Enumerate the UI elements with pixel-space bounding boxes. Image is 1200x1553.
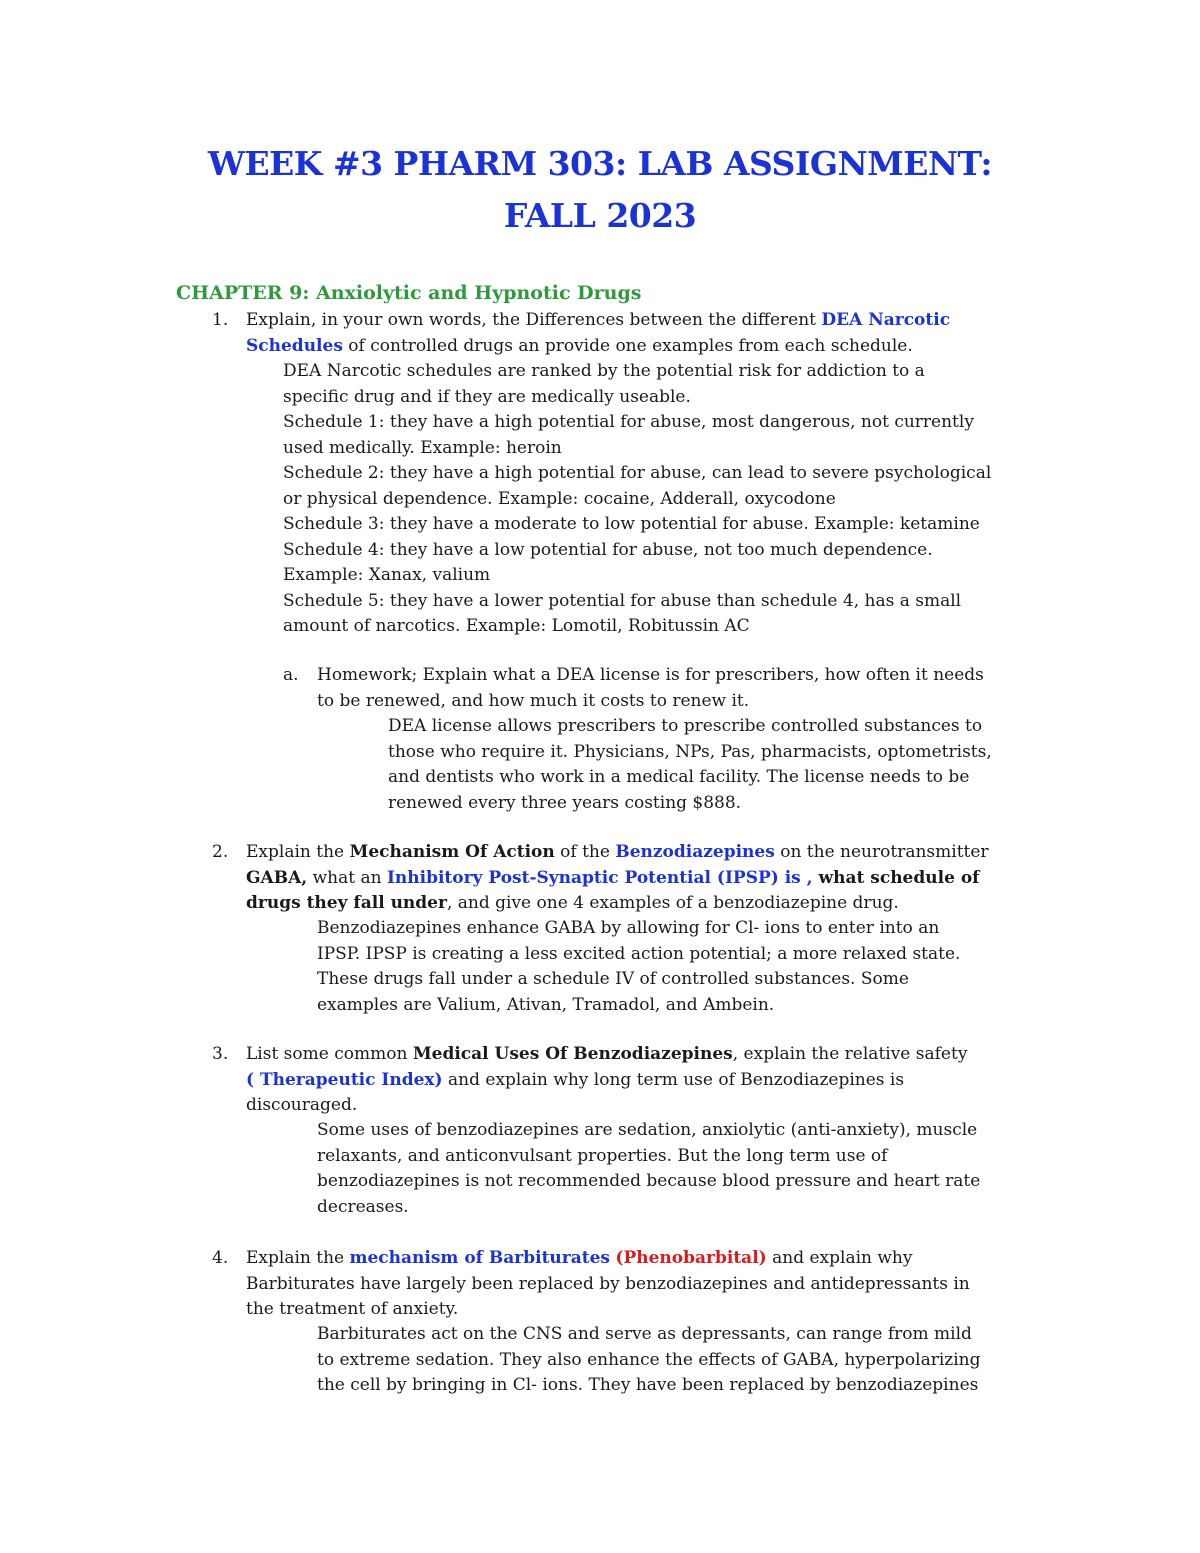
q4-answer-line: to extreme sedation. They also enhance the effects of GABA, hyperpolarizing [317, 1349, 981, 1370]
q1-answer-line: Schedule 5: they have a lower potential for abuse than schedule 4, has a small [283, 590, 962, 611]
q3-question-line-2 [246, 1068, 967, 1094]
q3-text-3: and explain why long term use of Benzodiazepines is [442, 1069, 905, 1090]
q4-answer [317, 1322, 981, 1399]
q4-question-line-3: the treatment of anxiety. [246, 1299, 459, 1319]
q2-bold-2: GABA, [246, 867, 308, 888]
q4-answer-line: Barbiturates act on the CNS and serve as depressants, can range from mild [317, 1324, 972, 1344]
q2-answer [317, 916, 960, 1018]
q1-answer-line: Schedule 4: they have a low potential for abuse, not too much dependence. [283, 539, 933, 560]
q3-highlight: ( Therapeutic Index) [246, 1069, 443, 1090]
q2-answer-line: Benzodiazepines enhance GABA by allowing for Cl- ions to enter into an [317, 918, 940, 938]
q4-question-line-2: Barbiturates have largely been replaced by benzodiazepines and antidepressants in [246, 1273, 970, 1294]
q3-question [246, 1042, 967, 1119]
q1a-answer [388, 714, 992, 816]
q1-text: Explain, in your own words, the Differences between the different [246, 310, 822, 330]
q1a-answer-line: those who require it. Physicians, NPs, Pas, pharmacists, optometrists, [388, 741, 992, 762]
q3-answer-line: Some uses of benzodiazepines are sedation, anxiolytic (anti-anxiety), muscle [317, 1120, 978, 1140]
q1-answer-line: Schedule 3: they have a moderate to low potential for abuse. Example: ketamine [283, 514, 980, 534]
q4-answer-line: the cell by bringing in Cl- ions. They have been replaced by benzodiazepines [317, 1375, 979, 1395]
q3-answer-line: benzodiazepines is not recommended because blood pressure and heart rate [317, 1171, 981, 1191]
q2-highlight-2: Inhibitory Post-Synaptic Potential (IPSP) is , [386, 867, 813, 888]
q2-bold-3: what schedule of [812, 867, 980, 888]
q1a-question-line: Homework; Explain what a DEA license is for prescribers, how often it needs [317, 665, 984, 685]
q1a-letter: a. [283, 665, 299, 685]
q1-answer-line: Schedule 1: they have a high potential for abuse, most dangerous, not currently [283, 412, 974, 432]
q1-question-line-1 [246, 308, 950, 334]
q3-answer [317, 1118, 980, 1220]
q3-number: 3. [212, 1044, 229, 1064]
q4-question [246, 1246, 970, 1323]
q1-highlight: DEA Narcotic [821, 310, 951, 330]
q2-text-3: on the neurotransmitter [774, 842, 989, 862]
q1a-answer-line: renewed every three years costing $888. [388, 792, 742, 813]
q1-answer [283, 359, 991, 640]
q4-text-2: and explain why [766, 1248, 913, 1268]
title-line-1: WEEK #3 PHARM 303: LAB ASSIGNMENT: [207, 144, 993, 183]
q4-number: 4. [212, 1248, 229, 1268]
q3-answer-line: relaxants, and anticonvulsant properties. But the long term use of [317, 1145, 888, 1166]
q4-text: Explain the [246, 1248, 350, 1268]
q3-answer-line: decreases. [317, 1196, 409, 1217]
q2-text-4: what an [307, 867, 387, 888]
q4-red-highlight: (Phenobarbital) [615, 1248, 767, 1268]
q3-question-line-3: discouraged. [246, 1095, 358, 1115]
q1-answer-line: Example: Xanax, valium [283, 565, 491, 585]
q1-text-2: of controlled drugs an provide one examples from each schedule. [342, 335, 913, 356]
q2-answer-line: IPSP. IPSP is creating a less excited action potential; a more relaxed state. [317, 943, 961, 964]
chapter-heading: CHAPTER 9: Anxiolytic and Hypnotic Drugs [176, 282, 642, 304]
q1-number: 1. [212, 310, 229, 330]
q2-text: Explain the [246, 842, 350, 862]
q1a-question [317, 663, 984, 714]
q1-answer-line: or physical dependence. Example: cocaine, Adderall, oxycodone [283, 488, 836, 509]
q1-answer-line: DEA Narcotic schedules are ranked by the potential risk for addiction to a [283, 361, 925, 381]
q1-question [246, 308, 950, 359]
q2-bold: Mechanism Of Action [349, 842, 555, 862]
q2-text-5: , and give one 4 examples of a benzodiazepine drug. [446, 893, 899, 913]
q1-answer-line: amount of narcotics. Example: Lomotil, Robitussin AC [283, 616, 750, 636]
q3-text: List some common [246, 1044, 413, 1064]
q1-answer-line: used medically. Example: heroin [283, 437, 562, 458]
q2-question-line-1 [246, 840, 989, 866]
q1a-answer-line: and dentists who work in a medical facility. The license needs to be [388, 767, 970, 787]
q2-question [246, 840, 989, 917]
q3-bold: Medical Uses Of Benzodiazepines [412, 1044, 733, 1064]
q2-number: 2. [212, 842, 229, 862]
q1-answer-line: Schedule 2: they have a high potential for abuse, can lead to severe psychological [283, 463, 992, 483]
q3-text-2: , explain the relative safety [732, 1044, 968, 1064]
q1a-question-line: to be renewed, and how much it costs to renew it. [317, 690, 750, 711]
q4-highlight: mechanism of Barbiturates [349, 1248, 611, 1268]
q2-bold-4: drugs they fall under [246, 893, 447, 913]
q1-question-line-2 [246, 334, 950, 360]
document-title [0, 138, 1200, 242]
q1-highlight-2: Schedules [246, 335, 343, 356]
q2-answer-line: These drugs fall under a schedule IV of controlled substances. Some [317, 969, 909, 989]
q2-text-2: of the [554, 842, 616, 862]
q2-question-line-2 [246, 866, 989, 892]
q1a-answer-line: DEA license allows prescribers to prescribe controlled substances to [388, 716, 983, 736]
title-line-2: FALL 2023 [503, 196, 697, 235]
q4-question-line-1 [246, 1246, 970, 1272]
q2-highlight: Benzodiazepines [615, 842, 775, 862]
q1-answer-line: specific drug and if they are medically useable. [283, 386, 691, 407]
q3-question-line-1 [246, 1042, 967, 1068]
q2-answer-line: examples are Valium, Ativan, Tramadol, and Ambein. [317, 994, 775, 1015]
q2-question-line-3 [246, 891, 989, 917]
